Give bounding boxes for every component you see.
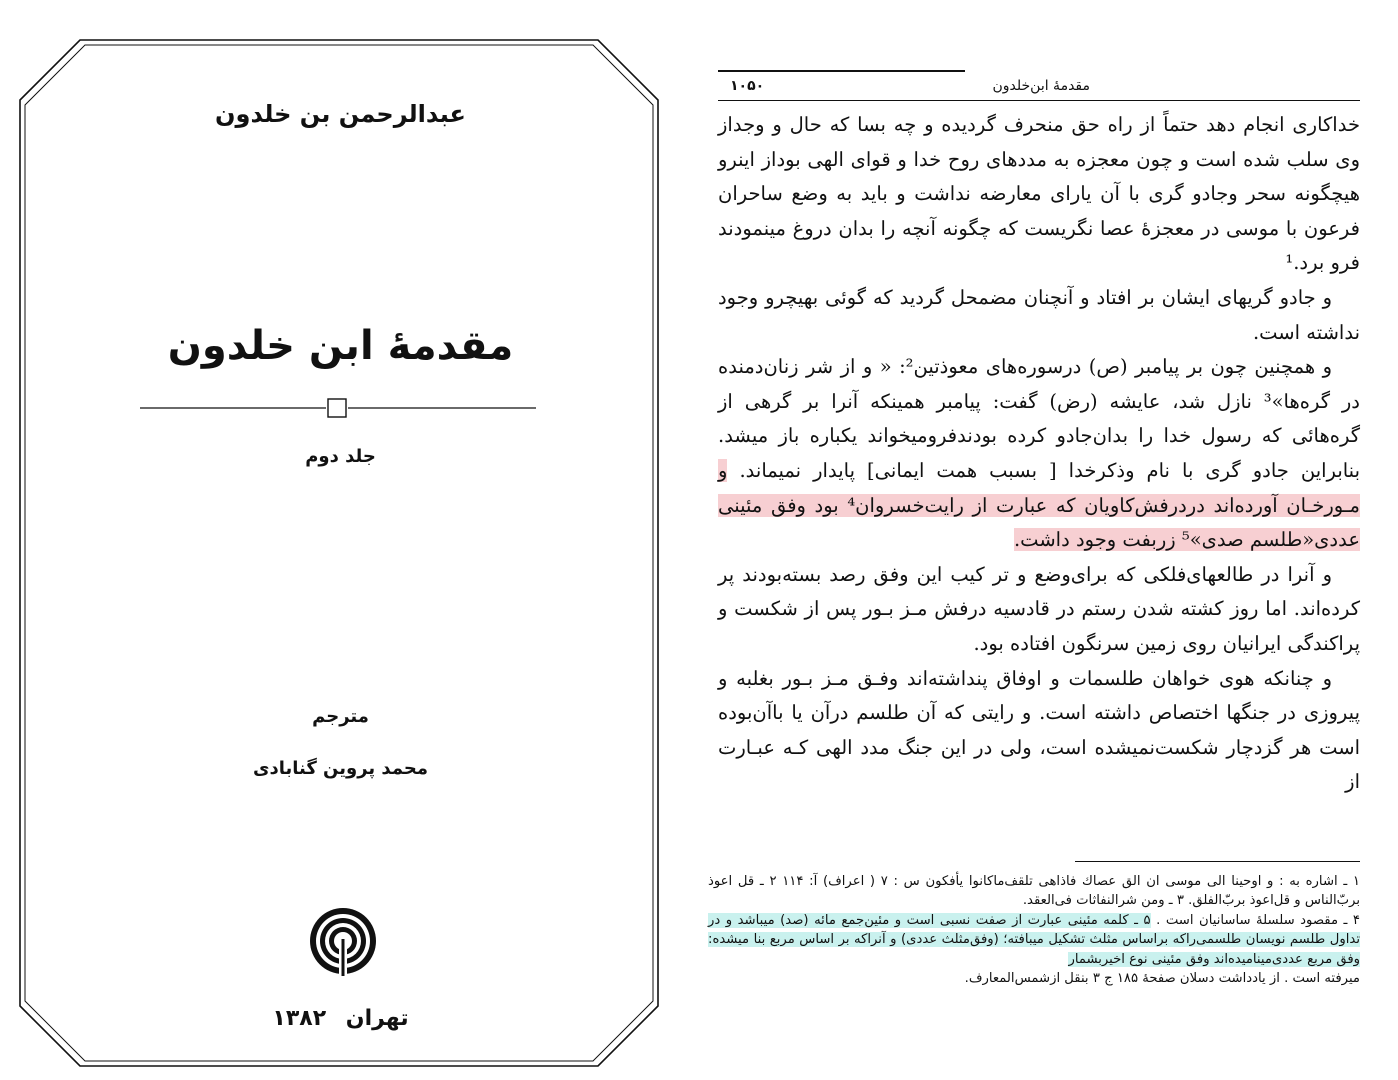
publication-place: تهران: [345, 1006, 409, 1031]
publisher-emblem-icon: [308, 906, 378, 976]
header-rule: [718, 100, 1360, 101]
highlighted-footnote: ۵ ـ کلمه مئینی عبارت از صفت نسبی است و مئین‌جمع مائه (صد) میباشد و در تداول طلسم نویسان طلسمی‌راکه براساس مثلث تشکیل میبافته؛ (وفق‌مثلث عددی) و آنراکه بر اساس مربع بنا میشده: وفق مربع عددی‌مینامیده‌اند وفق مئینی نوع اخیربشمار: [708, 912, 1360, 967]
highlighted-passage: و مـورخـان آورده‌اند دردرفش‌کاویان که عبارت از رایت‌خسروان⁴ بود وفق مئینی عددی«طلسم صدی»⁵ زربفت وجود داشت.: [718, 458, 1360, 552]
translator-name: محمد پروین گنابادی: [252, 758, 429, 779]
header-rule-top: [718, 70, 965, 72]
footnote: [708, 911, 1360, 969]
footnote-rule: [1075, 861, 1360, 862]
paragraph: و جادو گریهای ایشان بر افتاد و آنچنان مضمحل گردید که گوئی بهیچرو وجود نداشته است.: [718, 285, 1360, 344]
book-title: مقدمهٔ ابن خلدون: [167, 323, 514, 369]
volume-label: جلد دوم: [305, 446, 376, 467]
footnote-text: ۴ ـ مقصود سلسلهٔ ساسانیان است .: [1156, 912, 1360, 928]
publication-year: ۱۳۸۲: [272, 1006, 327, 1031]
footnote: ۱ ـ اشاره به : و اوحینا الی موسی ان الق عصاك فاذاهی تلقف‌ماکانوا یأفکون س : ۷ ( اعراف) آ: ۱۱۴ ۲ ـ قل اعوذ بربّ‌الناس و قل‌اعوذ بربّ‌الفلق. ۳ ـ ومن شرالنفاثات فی‌العقد.: [708, 874, 1360, 909]
paragraph: خداکاری انجام دهد حتماً از راه حق منحرف گردیده و چه بسا که حال و وجداز وی سلب شده است و چون معجزه به مددهای روح خدا و قوای الهی بوداز اینرو هیچگونه سحر وجادو گری با آن یارای معارضه نداشت و باید به وضع ساحران فرعون با موسی در معجزهٔ عصا نگریست که چگونه آنچه را بدان دروغ مینمودند فرو برد.¹: [718, 113, 1360, 275]
author-name: عبدالرحمن بن خلدون: [215, 100, 466, 128]
text-page: [708, 66, 1360, 1016]
running-title: مقدمهٔ ابن‌خلدون: [992, 78, 1090, 94]
paragraph: و آنرا در طالعهای‌فلکی که برای‌وضع و تر کیب این وفق رصد بسته‌بودند پر کرده‌اند. اما روز کشته شدن رستم در قادسیه درفش مـز بـور پس از شکست و پراکندگی ایرانیان روی زمین سرنگون افتاده بود.: [718, 562, 1360, 655]
ornamental-divider: [140, 398, 536, 418]
page-header: [718, 78, 1360, 98]
translator-label: مترجم: [312, 706, 369, 727]
footnote: میرفته است . از یادداشت دسلان صفحهٔ ۱۸۵ ج ۳ بنقل ازشمس‌المعارف.: [964, 971, 1360, 987]
body-text: [718, 108, 1360, 800]
title-page: [18, 38, 663, 1068]
paragraph: و چنانکه هوی خواهان طلسمات و اوفاق پنداشته‌اند وفـق مـز بـور بغلبه و پیروزی در جنگها اختصاص داشته است. و رایتی که آن طلسم درآن یا باآن‌بوده است هر گزدچار شکست‌نمیشده است، ولی در این جنگ مدد الهی کـه عبـارت از: [718, 666, 1360, 794]
publication-place-year: [18, 1006, 663, 1031]
paragraph: [718, 350, 1360, 558]
paragraph-text: و همچنین چون بر پیامبر (ص) درسوره‌های معوذتین²: « و از شر زنان‌دمنده در گره‌ها»³ نازل شد، عایشه (رض) گفت: پیامبر همینکه آنرا بر گرهی از گره‌هائی که رسول خدا را بدان‌جادو کرده بودندفرومیخواند یکباره باز میشد. بنابراین جادو گری با نام وذکرخدا [ بسبب همت ایمانی] پایدار نمیماند.: [718, 355, 1360, 482]
footnotes: [708, 872, 1360, 988]
page-number: ۱۰۵۰: [730, 78, 765, 94]
